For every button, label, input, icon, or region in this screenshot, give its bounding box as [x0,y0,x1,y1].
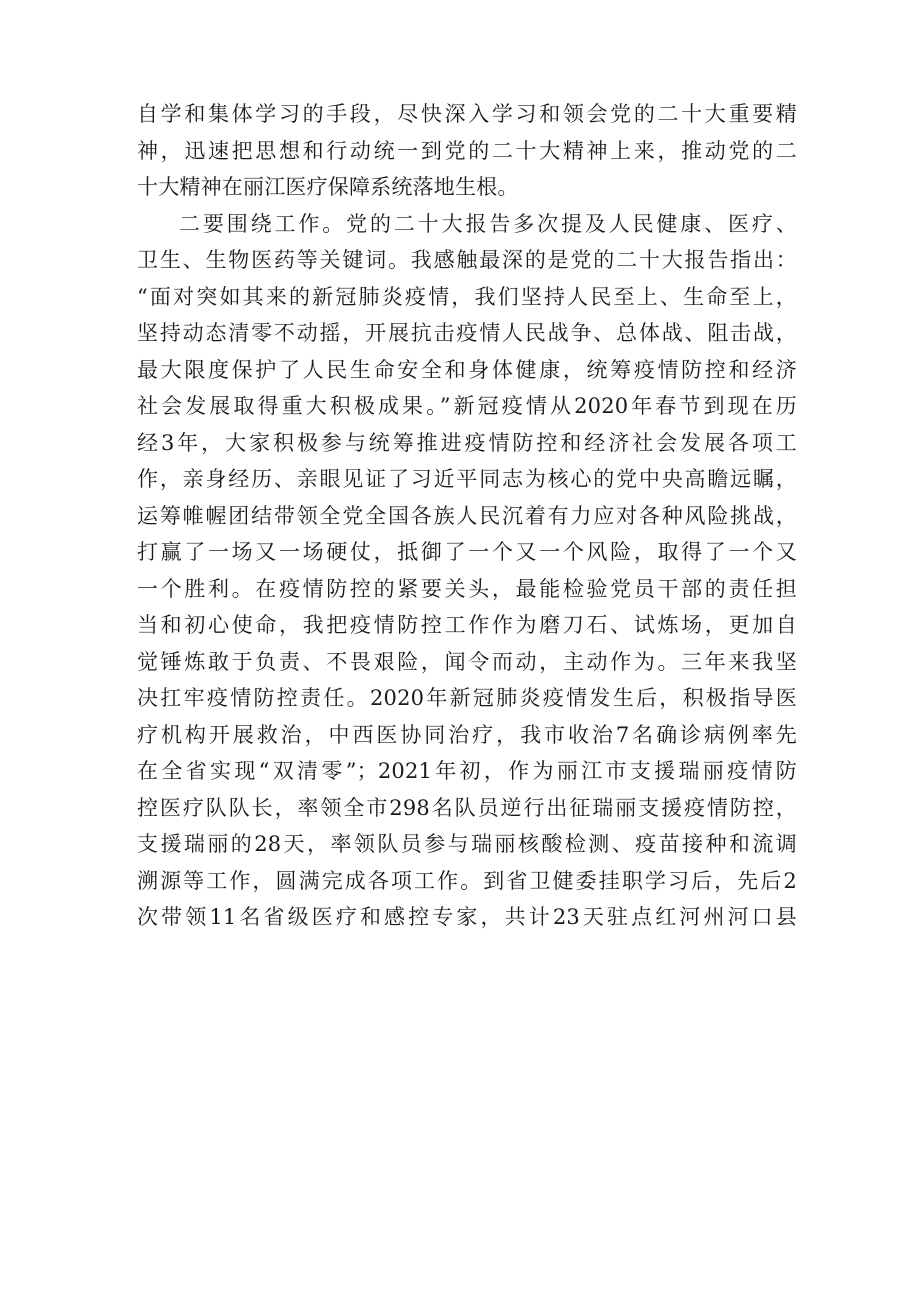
text-line-22: 溯源等工作，圆满完成各项工作。到省卫健委挂职学习后，先后2 [137,868,797,893]
text-line-6: “面对突如其来的新冠肺炎疫情，我们坚持人民至上、生命至上， [137,284,797,309]
text-line-17: 决扛牢疫情防控责任。2020年新冠肺炎疫情发生后，积极指导医 [137,686,797,710]
text-line-2: 神，迅速把思想和行动统一到党的二十大精神上来，推动党的二 [137,138,797,163]
text-line-13: 打赢了一场又一场硬仗，抵御了一个又一个风险，取得了一个又 [137,540,797,564]
text-line-9: 社会发展取得重大积极成果。”新冠疫情从2020年春节到现在历 [137,394,797,418]
text-line-4: 二要围绕工作。党的二十大报告多次提及人民健康、医疗、 [179,211,797,236]
text-line-21: 支援瑞丽的28天，率领队员参与瑞丽核酸检测、疫苗接种和流调 [137,832,797,856]
text-line-18: 疗机构开展救治，中西医协同治疗，我市收治7名确诊病例率先 [137,722,797,747]
text-line-23: 次带领11名省级医疗和感控专家，共计23天驻点红河州河口县 [137,905,797,929]
text-line-19: 在全省实现“双清零”；2021年初，作为丽江市支援瑞丽疫情防 [137,759,797,783]
body-text [137,96,797,936]
text-line-8: 最大限度保护了人民生命安全和身体健康，统筹疫情防控和经济 [137,357,797,382]
text-line-1: 自学和集体学习的手段，尽快深入学习和领会党的二十大重要精 [137,102,797,126]
text-line-10: 经3年，大家积极参与统筹推进疫情防控和经济社会发展各项工 [137,430,797,455]
text-line-15: 当和初心使命，我把疫情防控工作作为磨刀石、试炼场，更加自 [137,613,797,637]
text-line-12: 运筹帷幄团结带领全党全国各族人民沉着有力应对各种风险挑战， [137,503,797,528]
text-line-11: 作，亲身经历、亲眼见证了习近平同志为核心的党中央高瞻远瞩， [137,467,797,491]
text-line-7: 坚持动态清零不动摇，开展抗击疫情人民战争、总体战、阻击战， [137,321,797,345]
text-line-16: 觉锤炼敢于负责、不畏艰险，闻令而动，主动作为。三年来我坚 [137,649,797,674]
text-line-20: 控医疗队队长，率领全市298名队员逆行出征瑞丽支援疫情防控， [137,795,797,820]
text-line-5: 卫生、生物医药等关键词。我感触最深的是党的二十大报告指出： [137,248,797,272]
text-line-14: 一个胜利。在疫情防控的紧要关头，最能检验党员干部的责任担 [137,576,797,601]
text-line-3: 十大精神在丽江医疗保障系统落地生根。 [137,175,519,199]
